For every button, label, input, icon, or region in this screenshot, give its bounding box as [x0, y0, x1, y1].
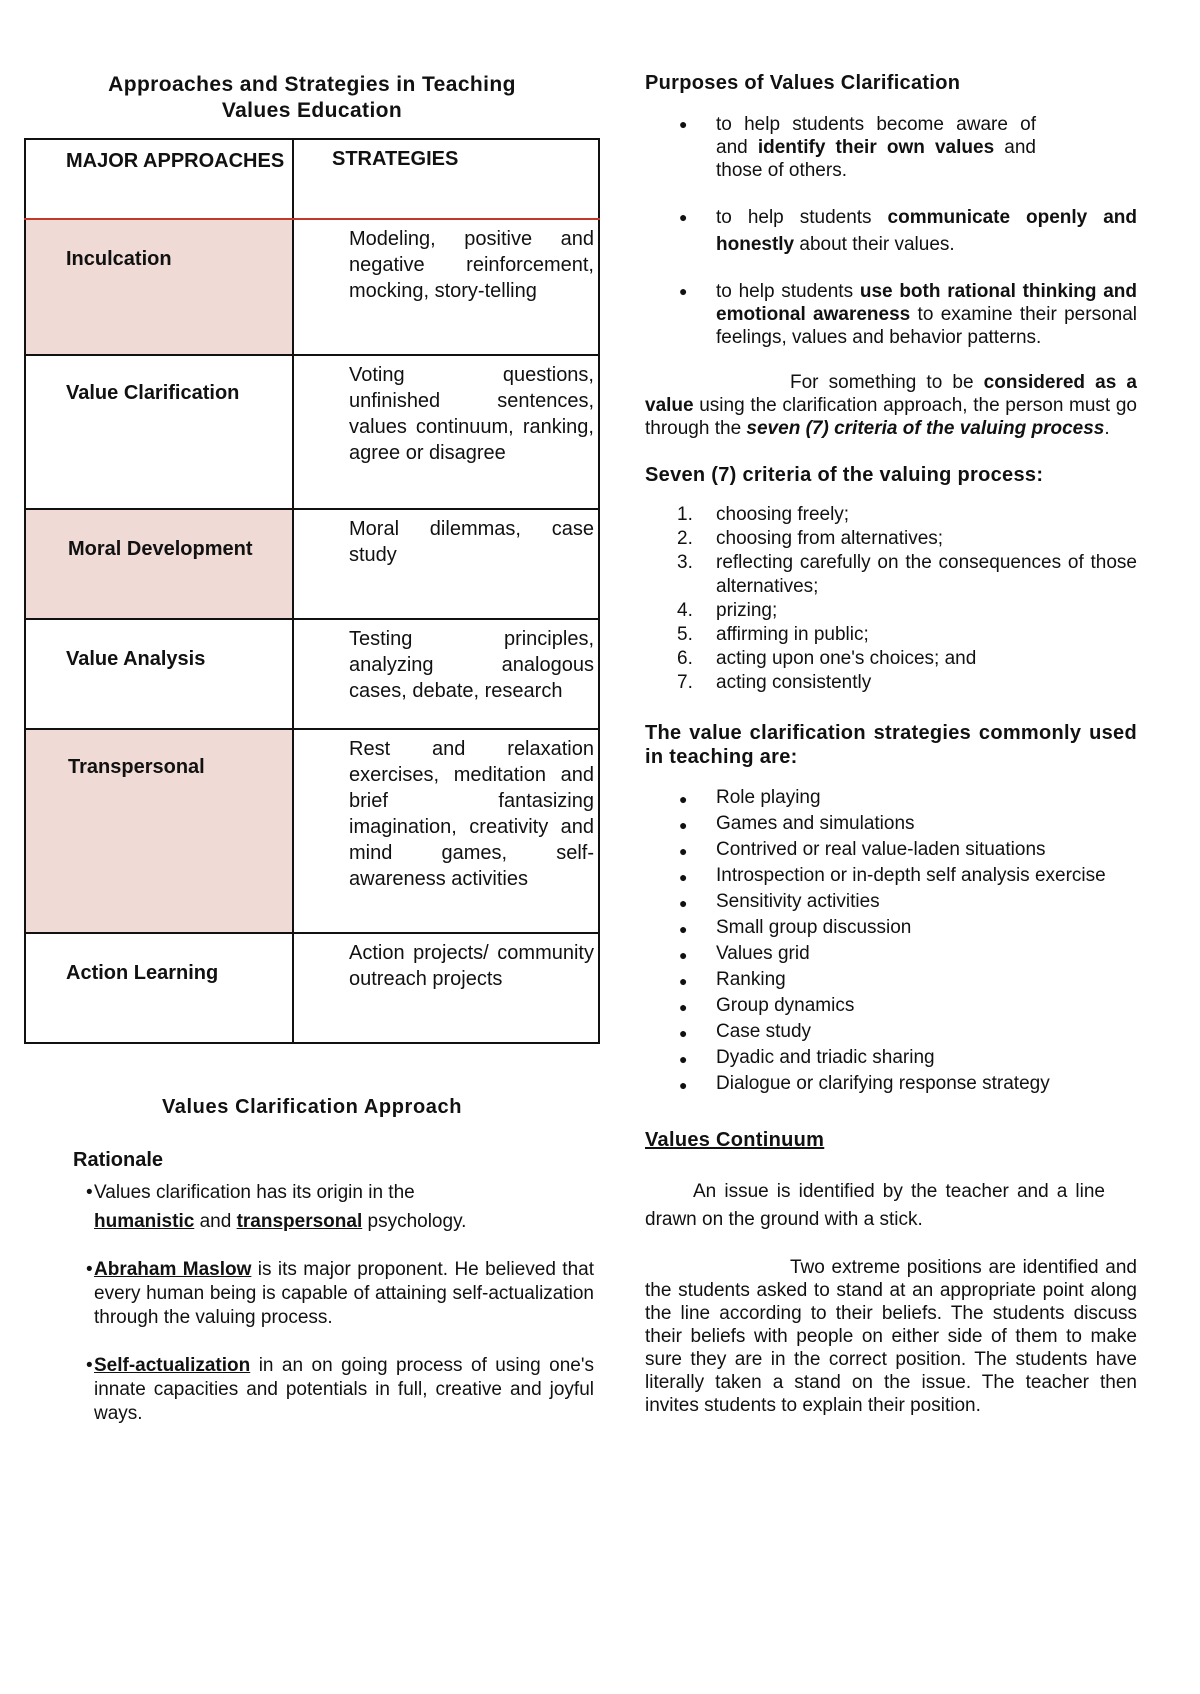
- list-item: ● Dialogue or clarifying response strategy: [645, 1071, 1137, 1097]
- item-text: choosing freely;: [716, 504, 850, 525]
- values-clarification-heading: Values Clarification Approach: [161, 1096, 463, 1118]
- continuum-paragraph-2: Two extreme positions are identified and the students asked to stand at an appropriate point along the line according to their beliefs. The students discuss their beliefs with people on either side of them to make sure they are in the correct position. The students have literally taken a stand on the issue. The teacher then invites students to explain their position.: [645, 1257, 1137, 1416]
- list-item: ● Ranking: [645, 967, 1137, 993]
- table-row: [25, 219, 599, 355]
- bullet-dot: •: [86, 1259, 93, 1280]
- purpose-text: and those of others.: [716, 137, 1036, 181]
- strategy-cell: Moral dilemmas, case study: [293, 509, 599, 619]
- table-row: [25, 619, 599, 729]
- title-line-1: Approaches and Strategies in Teaching: [108, 73, 516, 96]
- considered-paragraph: [645, 371, 1137, 440]
- document-title: [24, 72, 600, 124]
- item-number: 6.: [677, 648, 693, 669]
- list-item: ● Games and simulations: [645, 811, 1137, 837]
- strategy-cell: Voting questions, unfinished sentences, values continuum, ranking, agree or disagree: [293, 355, 599, 509]
- title-line-2: Values Education: [221, 99, 403, 122]
- paragraph-emphasis: considered as a value: [645, 372, 1137, 416]
- strategies-list: [645, 785, 1137, 1097]
- item-text: acting upon one's choices; and: [716, 648, 977, 669]
- approach-cell: Action Learning: [25, 933, 293, 1043]
- table-row: [25, 355, 599, 509]
- list-item: ● Group dynamics: [645, 993, 1137, 1019]
- list-item: ● Role playing: [645, 785, 1137, 811]
- item-text: affirming in public;: [716, 624, 869, 645]
- paragraph-emphasis: seven (7) criteria of the valuing process: [746, 418, 1105, 439]
- item-text: reflecting carefully on the consequences of those alternatives;: [716, 552, 1137, 597]
- rationale-label: Rationale: [73, 1149, 164, 1171]
- list-item: ● Sensitivity activities: [645, 889, 1137, 915]
- purposes-list: [645, 113, 1137, 349]
- list-item: ● Values grid: [645, 941, 1137, 967]
- purpose-text: about their values.: [794, 234, 955, 255]
- list-item: [645, 623, 1137, 647]
- approach-cell: Inculcation: [25, 219, 293, 355]
- right-column: [645, 72, 1137, 1417]
- list-item: [645, 503, 1137, 527]
- bullet-text: in an on going process of using one's innate capacities and potentials in full, creative and joyful ways.: [94, 1355, 594, 1424]
- list-item: ● Contrived or real value-laden situations: [645, 837, 1137, 863]
- bullet-dot: •: [86, 1182, 93, 1203]
- table-row: [25, 509, 599, 619]
- list-item: [645, 204, 1137, 258]
- left-column: [24, 72, 600, 1426]
- purposes-title: Purposes of Values Clarification: [645, 72, 961, 94]
- strategies-title: The value clarification strategies commonly used in teaching are:: [645, 722, 1137, 768]
- item-number: 2.: [677, 528, 693, 549]
- item-text: choosing from alternatives;: [716, 528, 944, 549]
- purpose-text: to help students: [716, 281, 860, 302]
- values-continuum-title: Values Continuum: [645, 1129, 825, 1151]
- list-item: [645, 599, 1137, 623]
- paragraph-text: .: [1104, 418, 1110, 439]
- list-item: ● Case study: [645, 1019, 1137, 1045]
- self-actualization-term: Self-actualization: [94, 1355, 251, 1376]
- maslow-term: Abraham Maslow: [94, 1259, 252, 1280]
- list-item: [645, 113, 1036, 182]
- strategy-cell: Modeling, positive and negative reinforcement, mocking, story-telling: [293, 219, 599, 355]
- item-number: 4.: [677, 600, 693, 621]
- purpose-text: to examine their personal feelings, values and behavior patterns.: [716, 304, 1137, 348]
- bullet-text: and: [194, 1211, 237, 1232]
- approach-cell: Value Analysis: [25, 619, 293, 729]
- purpose-emphasis: use both rational thinking and emotional awareness: [716, 281, 1137, 325]
- item-number: 1.: [677, 504, 693, 525]
- list-item: [645, 527, 1137, 551]
- humanistic-term: humanistic: [94, 1211, 195, 1232]
- approaches-table: [24, 138, 600, 1044]
- item-number: 7.: [677, 672, 693, 693]
- continuum-paragraph-1: An issue is identified by the teacher and a line drawn on the ground with a stick.: [645, 1181, 1105, 1230]
- header-major-approaches: MAJOR APPROACHES: [25, 139, 293, 219]
- approach-cell: Transpersonal: [25, 729, 293, 933]
- table-row: [25, 729, 599, 933]
- bullet-text: psychology.: [362, 1211, 467, 1232]
- purpose-emphasis: identify their own values: [757, 137, 995, 158]
- item-text: prizing;: [716, 600, 778, 621]
- strategy-cell: Rest and relaxation exercises, meditation and brief fantasizing imagination, creativity and mind games, self-awareness activities: [293, 729, 599, 933]
- list-item: ● Small group discussion: [645, 915, 1137, 941]
- bullet-dot: •: [86, 1355, 93, 1376]
- purpose-text: to help students: [716, 207, 888, 228]
- approach-cell: Value Clarification: [25, 355, 293, 509]
- item-number: 5.: [677, 624, 693, 645]
- paragraph-text: using the clarification approach, the person must go through the: [645, 395, 1137, 439]
- paragraph-text: For something to be: [790, 372, 984, 393]
- list-item: [645, 671, 1137, 695]
- purpose-emphasis: communicate openly and honestly: [716, 207, 1137, 255]
- table-header-row: [25, 139, 599, 219]
- rationale-bullet-2: [86, 1258, 595, 1330]
- criteria-title: Seven (7) criteria of the valuing process:: [645, 464, 1044, 486]
- list-item: ● Dyadic and triadic sharing: [645, 1045, 1137, 1071]
- header-strategies: STRATEGIES: [293, 139, 599, 219]
- bullet-text: is its major proponent. He believed that every human being is capable of attaining self-actualization through the valuing process.: [94, 1259, 595, 1328]
- purpose-text: to help students become aware of and: [716, 114, 1036, 158]
- list-item: [645, 647, 1137, 671]
- table-row: [25, 933, 599, 1043]
- strategy-cell: Testing principles, analyzing analogous cases, debate, research: [293, 619, 599, 729]
- approach-cell: Moral Development: [25, 509, 293, 619]
- list-item: [645, 551, 1137, 599]
- rationale-bullet-3: [86, 1354, 594, 1426]
- item-number: 3.: [677, 552, 693, 573]
- strategy-cell: Action projects/ community outreach projects: [293, 933, 599, 1043]
- list-item: [645, 280, 1137, 349]
- list-item: ● Introspection or in-depth self analysis exercise: [645, 863, 1137, 889]
- criteria-list: [645, 503, 1137, 695]
- rationale-bullet-1: [86, 1178, 594, 1236]
- transpersonal-term: transpersonal: [236, 1211, 363, 1232]
- item-text: acting consistently: [716, 672, 872, 693]
- bullet-text: Values clarification has its origin in the: [94, 1182, 415, 1203]
